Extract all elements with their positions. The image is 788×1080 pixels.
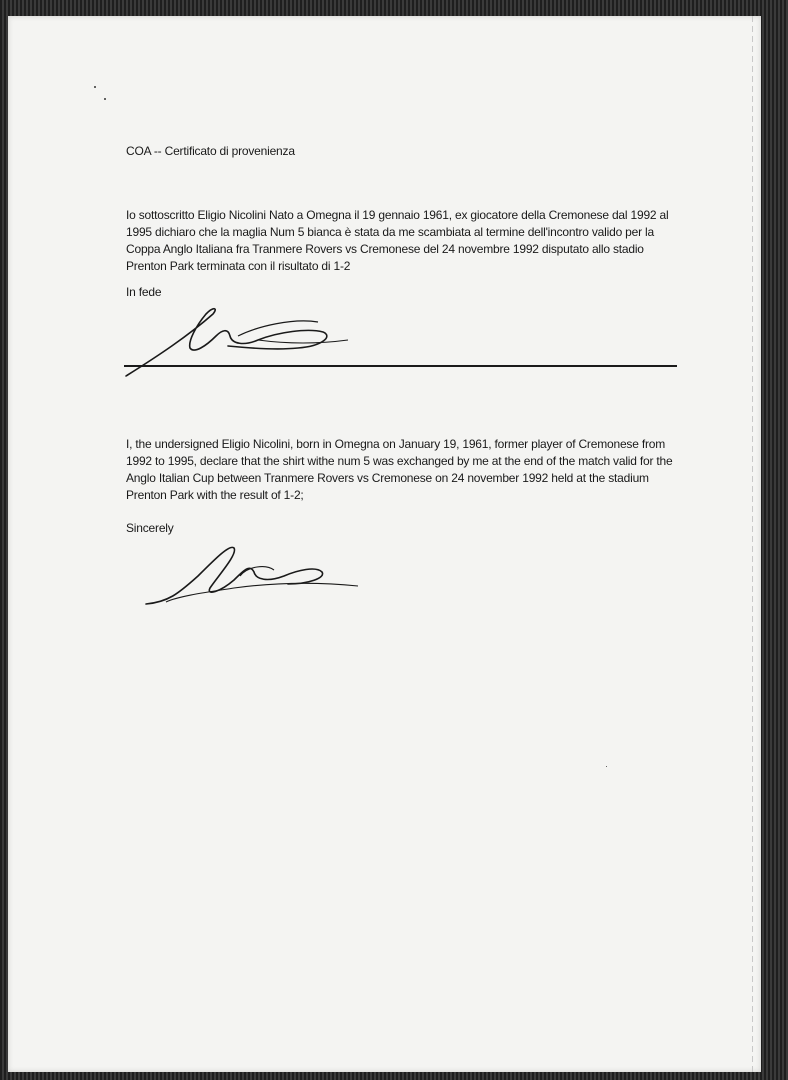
signature-2 (138, 536, 368, 616)
italian-closing: In fede (126, 285, 162, 299)
signature-line (124, 365, 677, 367)
scan-speck (104, 98, 106, 100)
signature-1 (118, 296, 358, 386)
scan-speck (606, 766, 607, 767)
document-title: COA -- Certificato di provenienza (126, 144, 295, 158)
english-closing: Sincerely (126, 521, 174, 535)
scan-speck (94, 86, 96, 88)
italian-declaration: Io sottoscritto Eligio Nicolini Nato a Omegna il 19 gennaio 1961, ex giocatore della Cremonese dal 1992 al 1995 dichiaro che la maglia Num 5 bianca è stata da me scambiata al termine dell'incontro valido per la Coppa Anglo Italiana fra Tranmere Rovers vs Cremonese del 24 novembre 1992 disputato allo stadio Prenton Park terminata con il risultato di 1-2 (126, 208, 669, 273)
english-declaration: I, the undersigned Eligio Nicolini, born in Omegna on January 19, 1961, former player of Cremonese from 1992 to 1995, declare that the shirt withe num 5 was exchanged by me at the end of the match valid for the Anglo Italian Cup between Tranmere Rovers vs Cremonese on 24 november 1992 held at the stadium Prenton Park with the result of 1-2; (126, 437, 673, 502)
document-page (8, 16, 761, 1072)
